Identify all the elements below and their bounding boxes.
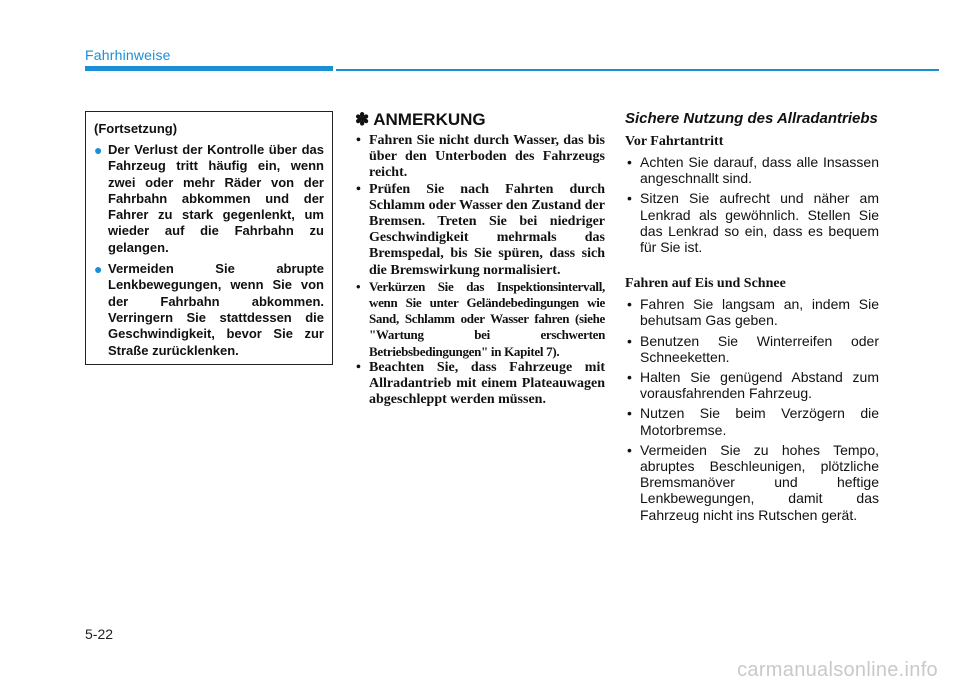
bullet-icon: • (627, 441, 632, 458)
before-driving-heading: Vor Fahrtantritt (625, 134, 724, 149)
list-item-text: Prüfen Sie nach Fahrten durch Schlamm oder Wasser den Zustand der Bremsen. Treten Sie bei niedriger Geschwindigkeit mehrmals das Bremspedal, bis Sie spüren, dass sich die Bremswirkung normalisiert. (369, 181, 605, 278)
list-item (625, 369, 879, 401)
list-item (94, 261, 324, 359)
page-number: 5-22 (85, 626, 114, 642)
bullet-dot-icon: ● (94, 142, 103, 158)
list-item-text: Fahren Sie nicht durch Wasser, das bis über den Unterboden des Fahrzeugs reicht. (369, 133, 605, 181)
watermark[interactable]: carmanualsonline.info (737, 659, 938, 681)
list-item-text: Benutzen Sie Winterreifen oder Schneeketten. (640, 332, 879, 365)
bullet-icon: • (356, 181, 361, 197)
list-item (355, 360, 605, 409)
list-item-text: Halten Sie genügend Abstand zum vorausfahrenden Fahrzeug. (640, 369, 879, 402)
list-item-text: Fahren Sie langsam an, indem Sie behutsam Gas geben. (640, 296, 879, 329)
bullet-icon: • (627, 369, 632, 386)
header-rule-thin (336, 69, 939, 71)
bullet-icon: • (627, 332, 632, 349)
bullet-icon: • (356, 359, 361, 375)
spacer (625, 259, 879, 276)
list-item (625, 190, 879, 255)
list-item (625, 405, 879, 437)
bullet-icon: • (627, 296, 632, 313)
list-item-text: Achten Sie darauf, dass alle Insassen angeschnallt sind. (640, 154, 879, 187)
awd-column (625, 110, 879, 527)
list-item-text: Sitzen Sie aufrecht und näher am Lenkrad als gewöhnlich. Stellen Sie das Lenkrad so ein, dass es bequem für Sie ist. (640, 190, 879, 256)
ice-snow-list (625, 296, 879, 523)
list-item-text: Beachten Sie, dass Fahrzeuge mit Allradantrieb mit einem Plateauwagen abgeschleppt werden müssen. (369, 359, 605, 408)
before-driving-list (625, 154, 879, 255)
note-heading-text: ANMERKUNG (373, 110, 486, 129)
list-item (94, 142, 324, 256)
list-item (355, 133, 605, 182)
section-title: Fahrhinweise (85, 47, 171, 63)
warning-box (85, 111, 333, 365)
bullet-dot-icon: ● (94, 261, 103, 278)
ice-snow-heading: Fahren auf Eis und Schnee (625, 276, 786, 292)
note-column (355, 110, 605, 408)
note-list (355, 133, 605, 408)
list-item-text: Nutzen Sie beim Verzögern die Motorbremse. (640, 405, 879, 438)
bullet-icon: • (627, 154, 632, 170)
list-item-text: Der Verlust der Kontrolle über das Fahrzeug tritt häufig ein, wenn zwei oder mehr Räder von der Fahrbahn abkommen und der Fahrer zu stark gegenlenkt, um wieder auf die Fahrbahn zu gelangen. (108, 142, 324, 255)
awd-title: Sichere Nutzung des Allradantriebs (625, 110, 878, 127)
continued-label: (Fortsetzung) (94, 121, 178, 136)
list-item (355, 182, 605, 279)
bullet-icon: • (356, 133, 361, 148)
list-item (355, 279, 605, 360)
list-item-text: Verkürzen Sie das Inspektionsintervall, wenn Sie unter Geländebedingungen wie Sand, Schlamm oder Wasser fahren (siehe "Wartung bei erschwerten Betriebsbedingungen" in Kapitel 7). (369, 278, 605, 359)
list-item (625, 333, 879, 365)
bullet-icon: • (627, 405, 632, 422)
bullet-icon: • (627, 190, 632, 207)
note-heading (355, 110, 605, 130)
list-item (625, 154, 879, 186)
header-rule-thick (85, 66, 333, 71)
star-icon: ✽ (355, 110, 370, 129)
list-item (625, 442, 879, 523)
bullet-icon: • (356, 278, 361, 294)
warning-list (94, 142, 324, 359)
list-item-text: Vermeiden Sie abrupte Lenkbewegungen, wenn Sie von der Fahrbahn abkommen. Verringern Sie stattdessen die Geschwindigkeit, bevor Sie zur Straße zurücklenken. (108, 261, 324, 358)
list-item (625, 296, 879, 328)
list-item-text: Vermeiden Sie zu hohes Tempo, abruptes Beschleunigen, plötzliche Bremsmanöver und heftige Lenkbewegungen, damit das Fahrzeug nicht ins Rutschen gerät. (640, 441, 879, 523)
